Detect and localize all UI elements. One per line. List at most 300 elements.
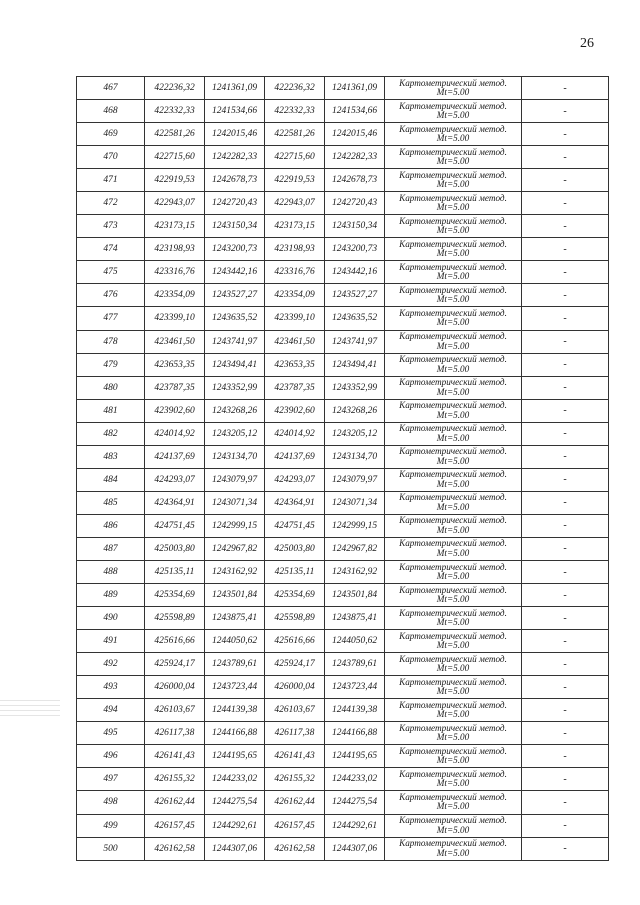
method-accuracy: Mt=5.00 — [436, 248, 470, 259]
method-accuracy: Mt=5.00 — [436, 386, 470, 397]
note-cell: - — [522, 261, 609, 284]
y-new-cell: 1241534,66 — [325, 100, 385, 123]
method-name: Картометрический метод. — [399, 284, 507, 295]
y-new-cell: 1243723,44 — [325, 676, 385, 699]
y-new-cell: 1243205,12 — [325, 422, 385, 445]
method-name: Картометрический метод. — [399, 768, 507, 779]
x-old-cell: 424751,45 — [145, 514, 205, 537]
y-old-cell: 1244292,61 — [205, 814, 265, 837]
x-new-cell: 422236,32 — [265, 77, 325, 100]
method-cell — [385, 146, 522, 169]
note-cell: - — [522, 768, 609, 791]
note-cell: - — [522, 284, 609, 307]
coordinates-table — [76, 76, 609, 861]
method-name: Картометрический метод. — [399, 423, 507, 434]
note-cell: - — [522, 514, 609, 537]
point-number-cell: 473 — [77, 215, 145, 238]
method-cell — [385, 653, 522, 676]
method-name: Картометрический метод. — [399, 238, 507, 249]
y-old-cell: 1243150,34 — [205, 215, 265, 238]
table-row — [77, 653, 609, 676]
y-old-cell: 1243071,34 — [205, 491, 265, 514]
method-name: Картометрический метод. — [399, 377, 507, 388]
y-old-cell: 1241534,66 — [205, 100, 265, 123]
x-old-cell: 423653,35 — [145, 353, 205, 376]
method-accuracy: Mt=5.00 — [436, 156, 470, 167]
method-cell — [385, 445, 522, 468]
table-row — [77, 468, 609, 491]
note-cell: - — [522, 468, 609, 491]
point-number-cell: 480 — [77, 376, 145, 399]
x-old-cell: 425924,17 — [145, 653, 205, 676]
method-accuracy: Mt=5.00 — [436, 755, 470, 766]
method-cell — [385, 468, 522, 491]
x-old-cell: 423354,09 — [145, 284, 205, 307]
method-name: Картометрический метод. — [399, 699, 507, 710]
x-old-cell: 424364,91 — [145, 491, 205, 514]
method-cell — [385, 630, 522, 653]
y-new-cell: 1244275,54 — [325, 791, 385, 814]
method-accuracy: Mt=5.00 — [436, 524, 470, 535]
table-row — [77, 284, 609, 307]
x-new-cell: 424293,07 — [265, 468, 325, 491]
method-cell — [385, 169, 522, 192]
y-old-cell: 1243079,97 — [205, 468, 265, 491]
method-cell — [385, 676, 522, 699]
y-old-cell: 1244307,06 — [205, 837, 265, 860]
method-name: Картометрический метод. — [399, 400, 507, 411]
method-accuracy: Mt=5.00 — [436, 847, 470, 858]
table-row — [77, 630, 609, 653]
table-row — [77, 607, 609, 630]
y-old-cell: 1243501,84 — [205, 584, 265, 607]
point-number-cell: 477 — [77, 307, 145, 330]
note-cell: - — [522, 445, 609, 468]
point-number-cell: 475 — [77, 261, 145, 284]
note-cell: - — [522, 584, 609, 607]
note-cell: - — [522, 422, 609, 445]
x-new-cell: 424364,91 — [265, 491, 325, 514]
x-old-cell: 426103,67 — [145, 699, 205, 722]
x-new-cell: 426162,44 — [265, 791, 325, 814]
point-number-cell: 499 — [77, 814, 145, 837]
method-accuracy: Mt=5.00 — [436, 409, 470, 420]
y-old-cell: 1243875,41 — [205, 607, 265, 630]
y-new-cell: 1243501,84 — [325, 584, 385, 607]
method-cell — [385, 399, 522, 422]
method-cell — [385, 192, 522, 215]
method-cell — [385, 537, 522, 560]
table-row — [77, 330, 609, 353]
method-name: Картометрический метод. — [399, 584, 507, 595]
method-name: Картометрический метод. — [399, 538, 507, 549]
x-new-cell: 426117,38 — [265, 722, 325, 745]
method-name: Картометрический метод. — [399, 492, 507, 503]
x-old-cell: 425003,80 — [145, 537, 205, 560]
x-old-cell: 422943,07 — [145, 192, 205, 215]
method-accuracy: Mt=5.00 — [436, 317, 470, 328]
y-old-cell: 1243162,92 — [205, 560, 265, 583]
method-accuracy: Mt=5.00 — [436, 340, 470, 351]
table-row — [77, 307, 609, 330]
y-new-cell: 1241361,09 — [325, 77, 385, 100]
method-accuracy: Mt=5.00 — [436, 363, 470, 374]
method-cell — [385, 814, 522, 837]
point-number-cell: 490 — [77, 607, 145, 630]
point-number-cell: 476 — [77, 284, 145, 307]
table-row — [77, 584, 609, 607]
table-row — [77, 699, 609, 722]
x-new-cell: 422943,07 — [265, 192, 325, 215]
y-new-cell: 1243352,99 — [325, 376, 385, 399]
y-new-cell: 1243527,27 — [325, 284, 385, 307]
method-name: Картометрический метод. — [399, 653, 507, 664]
y-new-cell: 1242015,46 — [325, 123, 385, 146]
x-old-cell: 422581,26 — [145, 123, 205, 146]
x-old-cell: 424137,69 — [145, 445, 205, 468]
point-number-cell: 479 — [77, 353, 145, 376]
y-new-cell: 1242282,33 — [325, 146, 385, 169]
method-accuracy: Mt=5.00 — [436, 110, 470, 121]
y-new-cell: 1244166,88 — [325, 722, 385, 745]
y-old-cell: 1243442,16 — [205, 261, 265, 284]
point-number-cell: 469 — [77, 123, 145, 146]
table-row — [77, 261, 609, 284]
x-new-cell: 423173,15 — [265, 215, 325, 238]
x-old-cell: 425135,11 — [145, 560, 205, 583]
method-name: Картометрический метод. — [399, 815, 507, 826]
method-accuracy: Mt=5.00 — [436, 225, 470, 236]
method-name: Картометрический метод. — [399, 169, 507, 180]
note-cell: - — [522, 699, 609, 722]
y-new-cell: 1243494,41 — [325, 353, 385, 376]
method-cell — [385, 607, 522, 630]
note-cell: - — [522, 791, 609, 814]
method-cell — [385, 745, 522, 768]
method-accuracy: Mt=5.00 — [436, 87, 470, 98]
y-new-cell: 1243134,70 — [325, 445, 385, 468]
note-cell: - — [522, 307, 609, 330]
x-old-cell: 422919,53 — [145, 169, 205, 192]
note-cell: - — [522, 169, 609, 192]
x-old-cell: 426000,04 — [145, 676, 205, 699]
note-cell: - — [522, 745, 609, 768]
scan-artifact — [0, 700, 60, 730]
method-accuracy: Mt=5.00 — [436, 455, 470, 466]
point-number-cell: 470 — [77, 146, 145, 169]
note-cell: - — [522, 215, 609, 238]
point-number-cell: 481 — [77, 399, 145, 422]
x-old-cell: 425598,89 — [145, 607, 205, 630]
x-old-cell: 426162,44 — [145, 791, 205, 814]
y-new-cell: 1243875,41 — [325, 607, 385, 630]
method-name: Картометрический метод. — [399, 192, 507, 203]
method-name: Картометрический метод. — [399, 307, 507, 318]
x-old-cell: 426162,58 — [145, 837, 205, 860]
method-accuracy: Mt=5.00 — [436, 778, 470, 789]
y-old-cell: 1244195,65 — [205, 745, 265, 768]
x-old-cell: 423173,15 — [145, 215, 205, 238]
y-new-cell: 1244233,02 — [325, 768, 385, 791]
x-new-cell: 423653,35 — [265, 353, 325, 376]
y-old-cell: 1244166,88 — [205, 722, 265, 745]
y-old-cell: 1243635,52 — [205, 307, 265, 330]
table-row — [77, 537, 609, 560]
method-cell — [385, 584, 522, 607]
point-number-cell: 472 — [77, 192, 145, 215]
x-old-cell: 426155,32 — [145, 768, 205, 791]
x-new-cell: 426141,43 — [265, 745, 325, 768]
note-cell: - — [522, 192, 609, 215]
note-cell: - — [522, 630, 609, 653]
method-accuracy: Mt=5.00 — [436, 547, 470, 558]
note-cell: - — [522, 77, 609, 100]
note-cell: - — [522, 376, 609, 399]
y-old-cell: 1242999,15 — [205, 514, 265, 537]
method-accuracy: Mt=5.00 — [436, 801, 470, 812]
table-row — [77, 560, 609, 583]
y-old-cell: 1243789,61 — [205, 653, 265, 676]
table-row — [77, 146, 609, 169]
note-cell: - — [522, 491, 609, 514]
x-new-cell: 422919,53 — [265, 169, 325, 192]
y-old-cell: 1243205,12 — [205, 422, 265, 445]
method-accuracy: Mt=5.00 — [436, 478, 470, 489]
method-accuracy: Mt=5.00 — [436, 179, 470, 190]
x-old-cell: 423198,93 — [145, 238, 205, 261]
point-number-cell: 485 — [77, 491, 145, 514]
table-row — [77, 745, 609, 768]
method-name: Картометрический метод. — [399, 146, 507, 157]
x-new-cell: 424751,45 — [265, 514, 325, 537]
y-new-cell: 1242967,82 — [325, 537, 385, 560]
x-new-cell: 426162,58 — [265, 837, 325, 860]
x-new-cell: 423902,60 — [265, 399, 325, 422]
point-number-cell: 489 — [77, 584, 145, 607]
note-cell: - — [522, 837, 609, 860]
method-accuracy: Mt=5.00 — [436, 824, 470, 835]
table-row — [77, 445, 609, 468]
table-row — [77, 77, 609, 100]
y-new-cell: 1242999,15 — [325, 514, 385, 537]
method-accuracy: Mt=5.00 — [436, 617, 470, 628]
y-old-cell: 1244139,38 — [205, 699, 265, 722]
point-number-cell: 498 — [77, 791, 145, 814]
method-cell — [385, 376, 522, 399]
y-old-cell: 1243494,41 — [205, 353, 265, 376]
x-new-cell: 424014,92 — [265, 422, 325, 445]
y-new-cell: 1243200,73 — [325, 238, 385, 261]
y-old-cell: 1244233,02 — [205, 768, 265, 791]
point-number-cell: 487 — [77, 537, 145, 560]
point-number-cell: 467 — [77, 77, 145, 100]
table-row — [77, 192, 609, 215]
x-new-cell: 425924,17 — [265, 653, 325, 676]
note-cell: - — [522, 814, 609, 837]
note-cell: - — [522, 399, 609, 422]
y-old-cell: 1243200,73 — [205, 238, 265, 261]
table-row — [77, 422, 609, 445]
point-number-cell: 496 — [77, 745, 145, 768]
method-accuracy: Mt=5.00 — [436, 686, 470, 697]
point-number-cell: 500 — [77, 837, 145, 860]
y-old-cell: 1244275,54 — [205, 791, 265, 814]
x-new-cell: 423461,50 — [265, 330, 325, 353]
method-cell — [385, 261, 522, 284]
x-new-cell: 424137,69 — [265, 445, 325, 468]
method-name: Картометрический метод. — [399, 261, 507, 272]
point-number-cell: 492 — [77, 653, 145, 676]
point-number-cell: 471 — [77, 169, 145, 192]
x-old-cell: 423316,76 — [145, 261, 205, 284]
x-new-cell: 426155,32 — [265, 768, 325, 791]
point-number-cell: 488 — [77, 560, 145, 583]
x-old-cell: 425616,66 — [145, 630, 205, 653]
method-name: Картометрический метод. — [399, 354, 507, 365]
table-row — [77, 837, 609, 860]
note-cell: - — [522, 653, 609, 676]
method-accuracy: Mt=5.00 — [436, 271, 470, 282]
y-old-cell: 1242720,43 — [205, 192, 265, 215]
note-cell: - — [522, 123, 609, 146]
method-accuracy: Mt=5.00 — [436, 501, 470, 512]
method-cell — [385, 491, 522, 514]
method-cell — [385, 791, 522, 814]
y-new-cell: 1244050,62 — [325, 630, 385, 653]
method-name: Картометрический метод. — [399, 607, 507, 618]
x-new-cell: 423316,76 — [265, 261, 325, 284]
y-new-cell: 1243268,26 — [325, 399, 385, 422]
y-new-cell: 1243789,61 — [325, 653, 385, 676]
method-name: Картометрический метод. — [399, 515, 507, 526]
y-old-cell: 1243268,26 — [205, 399, 265, 422]
method-cell — [385, 722, 522, 745]
method-name: Картометрический метод. — [399, 791, 507, 802]
method-name: Картометрический метод. — [399, 446, 507, 457]
point-number-cell: 493 — [77, 676, 145, 699]
x-old-cell: 426157,45 — [145, 814, 205, 837]
x-old-cell: 424014,92 — [145, 422, 205, 445]
y-new-cell: 1244292,61 — [325, 814, 385, 837]
note-cell: - — [522, 607, 609, 630]
x-old-cell: 426141,43 — [145, 745, 205, 768]
point-number-cell: 483 — [77, 445, 145, 468]
method-name: Картометрический метод. — [399, 838, 507, 849]
method-cell — [385, 238, 522, 261]
coordinates-table-body — [77, 77, 609, 861]
x-old-cell: 422715,60 — [145, 146, 205, 169]
y-old-cell: 1244050,62 — [205, 630, 265, 653]
x-new-cell: 422581,26 — [265, 123, 325, 146]
page-number: 26 — [580, 36, 594, 51]
method-cell — [385, 422, 522, 445]
y-old-cell: 1243741,97 — [205, 330, 265, 353]
point-number-cell: 468 — [77, 100, 145, 123]
x-old-cell: 422236,32 — [145, 77, 205, 100]
table-row — [77, 791, 609, 814]
y-new-cell: 1244195,65 — [325, 745, 385, 768]
method-accuracy: Mt=5.00 — [436, 732, 470, 743]
y-new-cell: 1244307,06 — [325, 837, 385, 860]
method-cell — [385, 768, 522, 791]
table-row — [77, 123, 609, 146]
table-row — [77, 376, 609, 399]
table-row — [77, 722, 609, 745]
y-new-cell: 1243071,34 — [325, 491, 385, 514]
method-accuracy: Mt=5.00 — [436, 663, 470, 674]
table-row — [77, 100, 609, 123]
method-name: Картометрический метод. — [399, 215, 507, 226]
y-old-cell: 1242282,33 — [205, 146, 265, 169]
x-new-cell: 426000,04 — [265, 676, 325, 699]
y-new-cell: 1243150,34 — [325, 215, 385, 238]
note-cell: - — [522, 353, 609, 376]
y-new-cell: 1244139,38 — [325, 699, 385, 722]
method-name: Картометрический метод. — [399, 561, 507, 572]
x-old-cell: 424293,07 — [145, 468, 205, 491]
table-row — [77, 676, 609, 699]
y-new-cell: 1243079,97 — [325, 468, 385, 491]
table-row — [77, 238, 609, 261]
y-new-cell: 1242720,43 — [325, 192, 385, 215]
y-new-cell: 1243162,92 — [325, 560, 385, 583]
y-old-cell: 1243134,70 — [205, 445, 265, 468]
y-new-cell: 1243635,52 — [325, 307, 385, 330]
method-accuracy: Mt=5.00 — [436, 594, 470, 605]
method-accuracy: Mt=5.00 — [436, 294, 470, 305]
method-name: Картометрический метод. — [399, 745, 507, 756]
x-new-cell: 425003,80 — [265, 537, 325, 560]
note-cell: - — [522, 238, 609, 261]
y-old-cell: 1242678,73 — [205, 169, 265, 192]
method-name: Картометрический метод. — [399, 100, 507, 111]
x-new-cell: 426103,67 — [265, 699, 325, 722]
method-name: Картометрический метод. — [399, 676, 507, 687]
x-new-cell: 423354,09 — [265, 284, 325, 307]
method-name: Картометрический метод. — [399, 469, 507, 480]
x-new-cell: 423787,35 — [265, 376, 325, 399]
x-new-cell: 425354,69 — [265, 584, 325, 607]
note-cell: - — [522, 676, 609, 699]
point-number-cell: 482 — [77, 422, 145, 445]
method-accuracy: Mt=5.00 — [436, 432, 470, 443]
point-number-cell: 497 — [77, 768, 145, 791]
x-old-cell: 423902,60 — [145, 399, 205, 422]
table-row — [77, 491, 609, 514]
y-old-cell: 1242015,46 — [205, 123, 265, 146]
method-cell — [385, 837, 522, 860]
method-cell — [385, 330, 522, 353]
method-name: Картометрический метод. — [399, 331, 507, 342]
x-new-cell: 423399,10 — [265, 307, 325, 330]
x-new-cell: 423198,93 — [265, 238, 325, 261]
x-old-cell: 425354,69 — [145, 584, 205, 607]
method-accuracy: Mt=5.00 — [436, 640, 470, 651]
method-cell — [385, 560, 522, 583]
x-new-cell: 425616,66 — [265, 630, 325, 653]
method-name: Картометрический метод. — [399, 77, 507, 88]
y-old-cell: 1243723,44 — [205, 676, 265, 699]
note-cell: - — [522, 560, 609, 583]
x-new-cell: 422715,60 — [265, 146, 325, 169]
method-cell — [385, 699, 522, 722]
table-row — [77, 215, 609, 238]
note-cell: - — [522, 537, 609, 560]
method-accuracy: Mt=5.00 — [436, 202, 470, 213]
y-old-cell: 1241361,09 — [205, 77, 265, 100]
y-new-cell: 1243442,16 — [325, 261, 385, 284]
y-new-cell: 1242678,73 — [325, 169, 385, 192]
